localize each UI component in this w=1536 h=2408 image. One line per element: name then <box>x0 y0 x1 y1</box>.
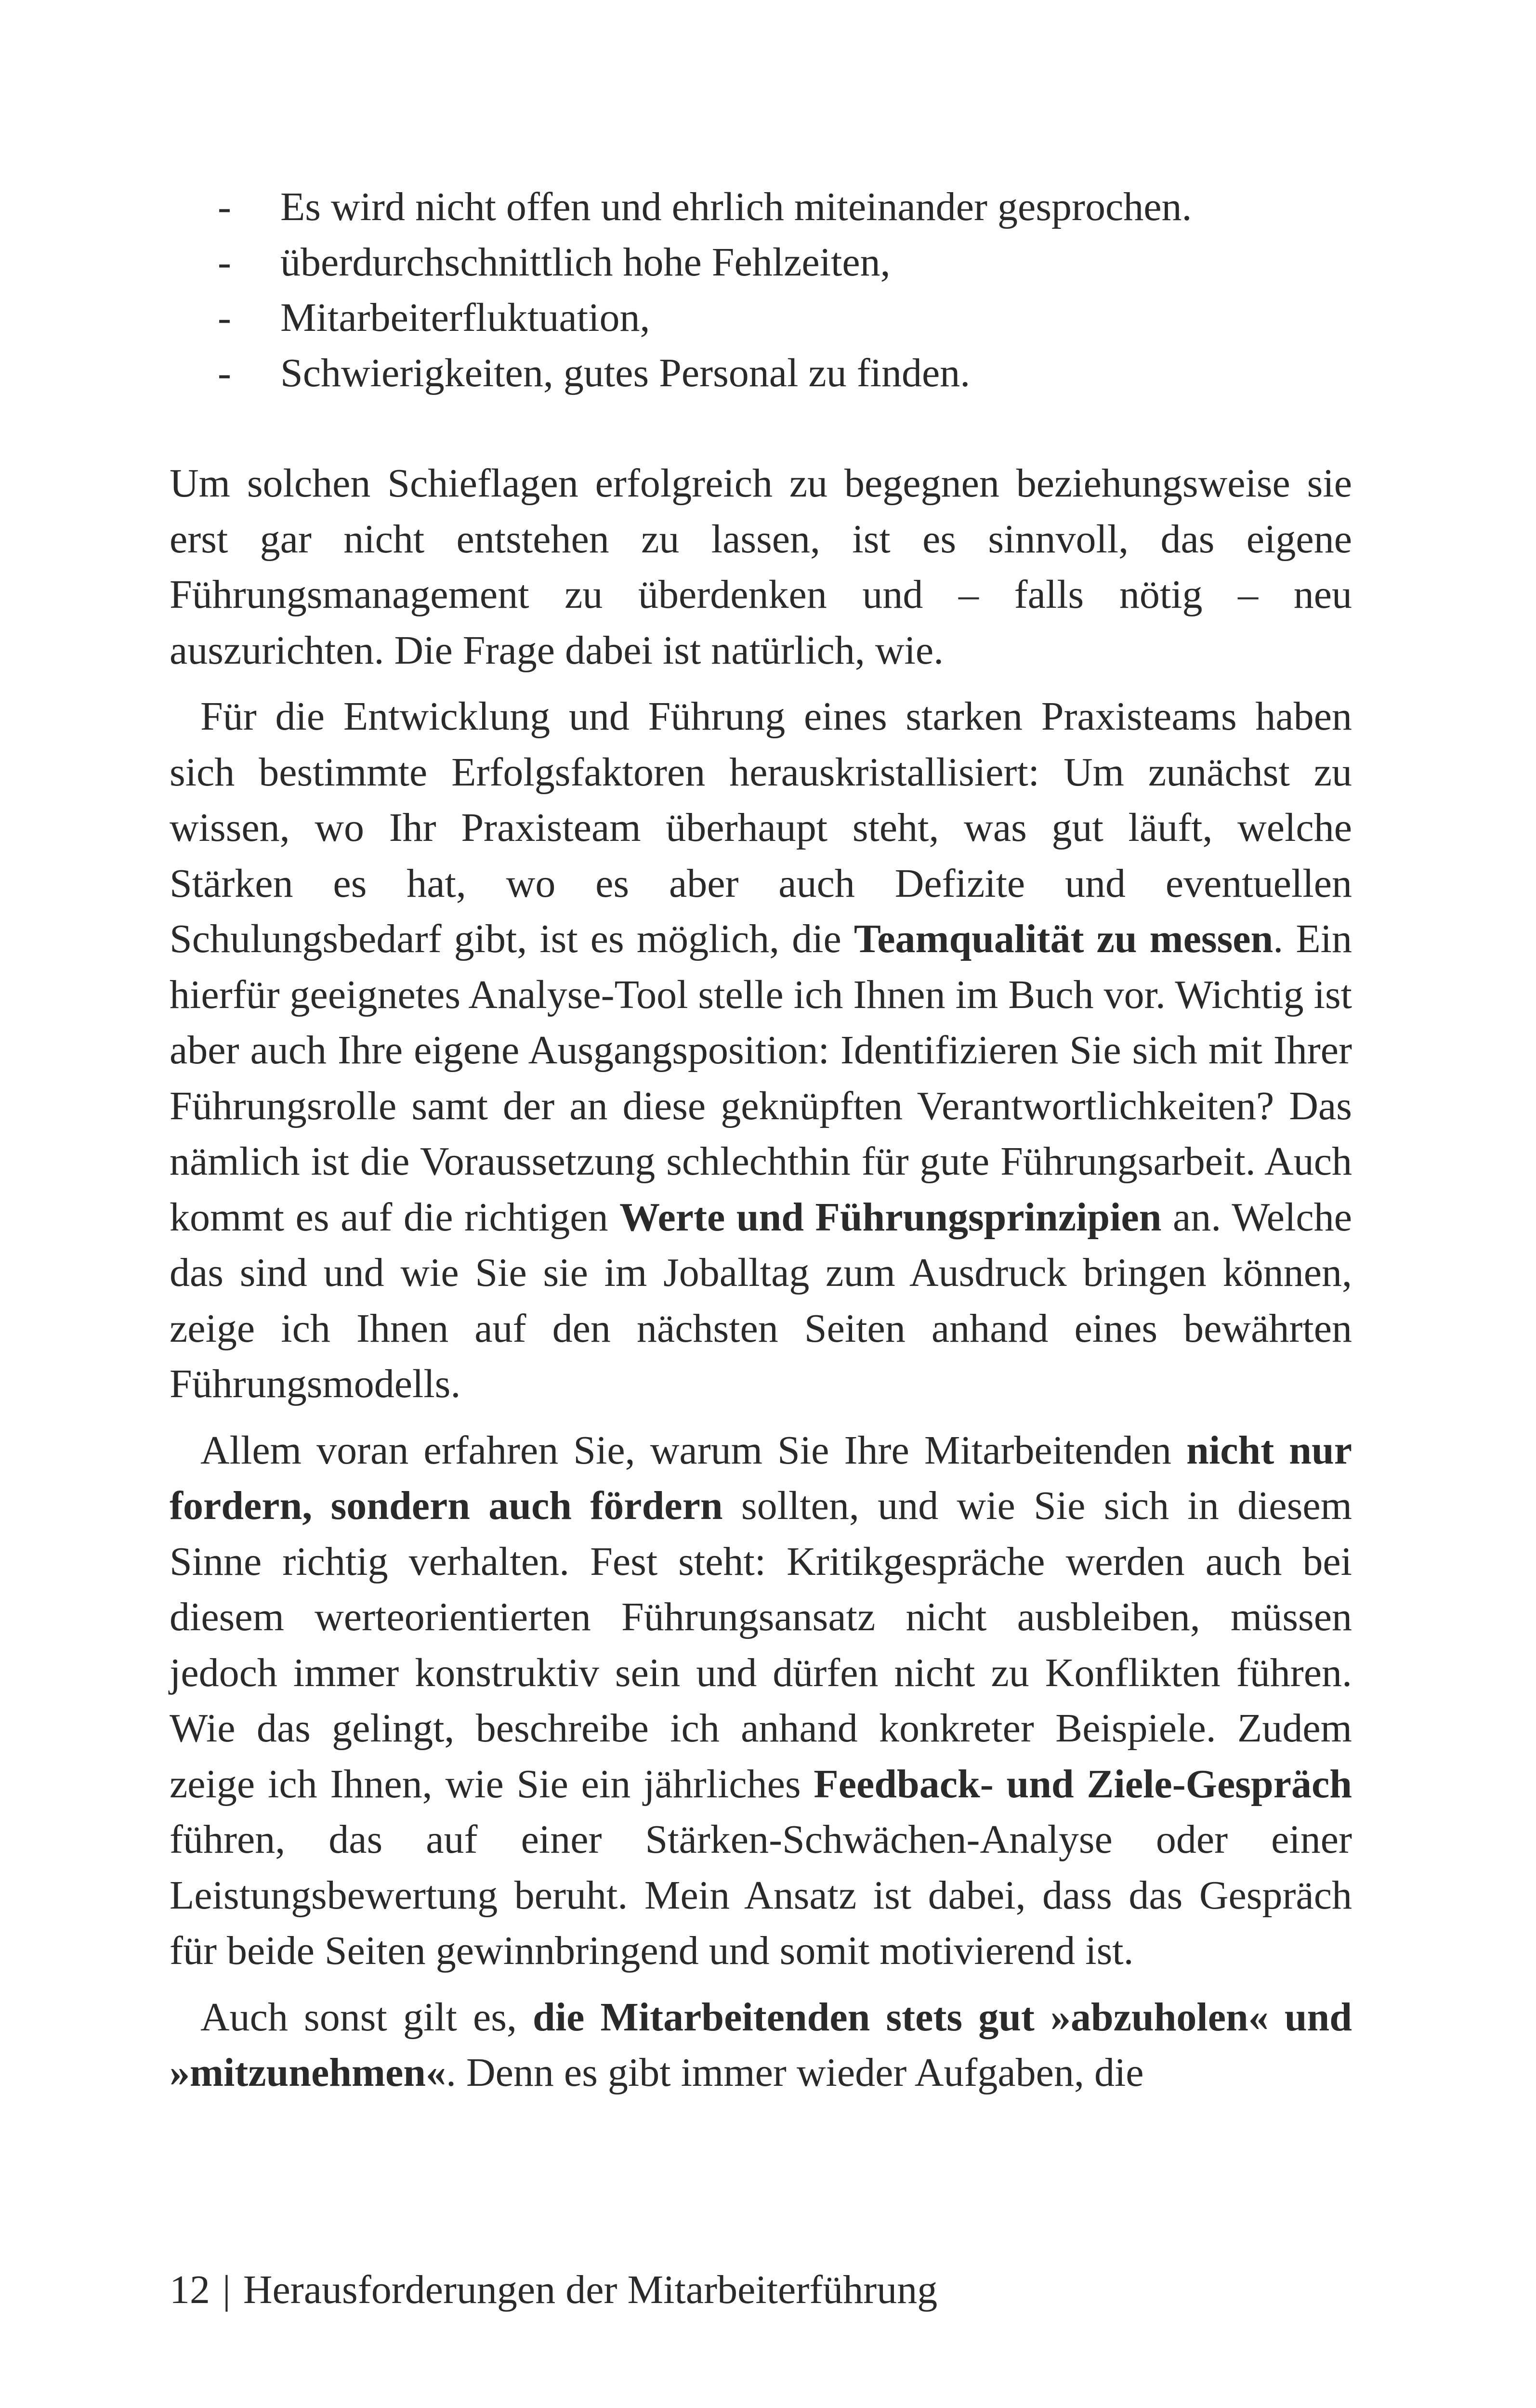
bullet-marker: - <box>218 240 231 285</box>
bullet-marker: - <box>218 184 231 229</box>
list-item <box>170 179 1374 235</box>
paragraph-text: führen, das auf einer Stärken-Schwächen-Analyse oder einer Leistungsbewertung beruht. Mein Ansatz ist dabei, dass das Gespräch für beide Seiten gewinnbringend und somit motivierend ist. <box>170 1817 1352 1973</box>
list-item-text: überdurchschnittlich hohe Fehlzeiten, <box>280 240 891 285</box>
emphasis-fordern-foerdern: nicht nur fordern, sondern auch fördern <box>170 1427 1352 1528</box>
body-text <box>170 456 1352 2101</box>
list-item <box>170 290 1374 345</box>
paragraph-1 <box>170 456 1352 678</box>
bullet-list <box>170 179 1374 401</box>
list-item-text: Schwierigkeiten, gutes Personal zu finden. <box>280 351 971 395</box>
paragraph-text: sollten, und wie Sie sich in diesem Sinne richtig verhalten. Fest steht: Kritikgespräche werden auch bei diesem werteorientierten Führungsansatz nicht ausbleiben, müssen jedoch immer konstruktiv sein und dürfen nicht zu Konflikten führen. Wie das gelingt, beschreibe ich anhand konkreter Beispiele. Zudem zeige ich Ihnen, wie Sie ein jährliches <box>170 1483 1352 1806</box>
list-item <box>170 235 1374 290</box>
paragraph-4 <box>170 1989 1352 2101</box>
paragraph-text: . Denn es gibt immer wieder Aufgaben, die <box>446 2050 1144 2095</box>
paragraph-text: Für die Entwicklung und Führung eines starken Praxisteams haben sich bestimmte Erfolgsfaktoren herauskristallisiert: Um zunächst zu wissen, wo Ihr Praxisteam überhaupt steht, was gut läuft, welche Stärken es hat, wo es aber auch Defizite und eventuellen Schulungsbedarf gibt, ist es möglich, die <box>170 694 1352 961</box>
page-number: 12 <box>170 2267 210 2312</box>
page-footer <box>170 2264 937 2316</box>
emphasis-teamqualitaet: Teamqualität zu messen <box>853 916 1273 961</box>
emphasis-abholen-mitnehmen: die Mitarbeitenden stets gut »abzuholen« und »mitzunehmen« <box>170 1994 1352 2095</box>
list-item-text: Mitarbeiterfluktuation, <box>280 295 650 340</box>
paragraph-3 <box>170 1423 1352 1979</box>
paragraph-text: Um solchen Schieflagen erfolgreich zu begegnen beziehungsweise sie erst gar nicht entstehen zu lassen, ist es sinnvoll, das eigene Führungsmanagement zu überdenken und – falls nötig – neu auszurichten. Die Frage dabei ist natürlich, wie. <box>170 461 1352 673</box>
paragraph-text: an. Welche das sind und wie Sie sie im Joballtag zum Ausdruck bringen können, zeige ich Ihnen auf den nächsten Seiten anhand eines bewährten Führungsmodells. <box>170 1194 1352 1406</box>
paragraph-text: Auch sonst gilt es, <box>200 1994 533 2040</box>
emphasis-werte: Werte und Führungsprinzipien <box>619 1194 1162 1240</box>
list-item-text: Es wird nicht offen und ehrlich miteinander gesprochen. <box>280 184 1192 229</box>
footer-separator: | <box>223 2267 231 2312</box>
bullet-marker: - <box>218 351 231 395</box>
bullet-marker: - <box>218 295 231 340</box>
paragraph-text: Allem voran erfahren Sie, warum Sie Ihre Mitarbeitenden <box>200 1427 1187 1473</box>
emphasis-feedback-gespraech: Feedback- und Ziele-Gespräch <box>814 1761 1352 1806</box>
paragraph-text: . Ein hierfür geeignetes Analyse-Tool stelle ich Ihnen im Buch vor. Wichtig ist aber auch Ihre eigene Ausgangsposition: Identifizieren Sie sich mit Ihrer Führungsrolle samt der an diese geknüpften Verantwortlichkeiten? Das nämlich ist die Voraussetzung schlechthin für gute Führungsarbeit. Auch kommt es auf die richtigen <box>170 916 1352 1240</box>
paragraph-2 <box>170 689 1352 1412</box>
list-item <box>170 345 1374 401</box>
chapter-title: Herausforderungen der Mitarbeiterführung <box>243 2267 938 2312</box>
